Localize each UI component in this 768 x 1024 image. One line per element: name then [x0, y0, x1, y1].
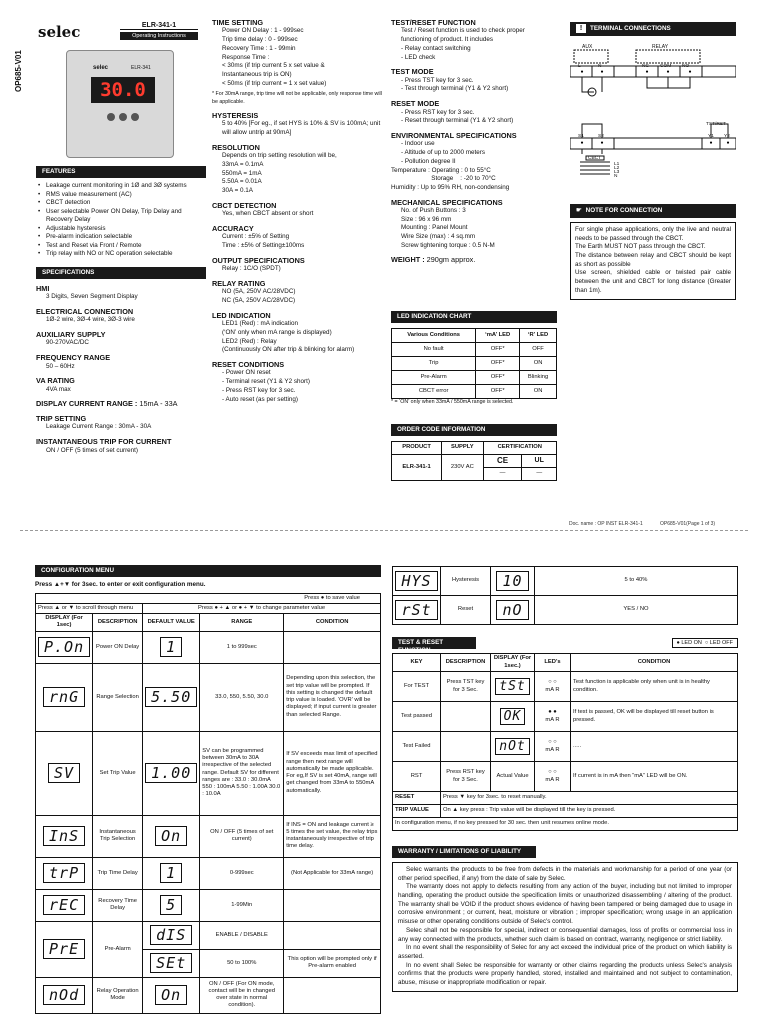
- warranty-para: In no event shall Selec be responsible for warranty or other claims regarding the products unless Selec's analysis confirms that the products were properly handled, stored, installed and maintained and not subject to contamination, abuse, misuse or inappropriate modification or repair.: [398, 961, 732, 986]
- mech-heading: MECHANICAL SPECIFICATIONS: [391, 197, 503, 207]
- tr-line: functioning of product. It includes: [401, 36, 494, 44]
- rm-line: - Press RST key for 3 sec.: [401, 108, 475, 116]
- feature-item: • RMS value measurement (AC): [36, 191, 206, 200]
- time-line: Response Time :: [222, 53, 270, 61]
- led-line: (Continuously ON after trip & blinking for alarm): [222, 346, 355, 354]
- header-model: ELR-341-1: [120, 22, 198, 30]
- table-row: Trip OFF* ON: [392, 357, 557, 371]
- va-heading: VA RATING: [36, 376, 75, 386]
- features-title: FEATURES: [36, 166, 206, 178]
- terminal-l: L: [578, 64, 581, 69]
- table-row: trP Trip Time Delay 1 0-999sec (Not Applicable for 33mA range): [36, 857, 381, 889]
- table-row: TRIP VALUE On ▲ key press : Trip value will be displayed till the key is pressed.: [393, 805, 738, 818]
- aux-heading: AUXILIARY SUPPLY: [36, 329, 106, 339]
- res-line: 5.50A = 0.01A: [222, 178, 262, 186]
- svg-text:●: ●: [600, 69, 604, 75]
- table-row: RESET Press ▼ key for 3sec. to reset manually.: [393, 792, 738, 805]
- mech-line: Size : 96 x 96 mm: [401, 215, 452, 223]
- doc-page: OP685-V01(Page 1 of 3): [660, 521, 716, 527]
- table-row: Test passed OK ● ● mA R If test is passed, OK will be displayed till reset button is pressed.: [393, 702, 738, 732]
- aux-label: AUX: [582, 44, 593, 50]
- device-button-3[interactable]: [131, 113, 139, 121]
- elec-value: 1Ø-2 wire, 3Ø-4 wire, 3Ø-3 wire: [46, 316, 135, 324]
- svg-text:●: ●: [688, 69, 692, 75]
- order-header: SUPPLY: [442, 442, 483, 455]
- feature-item: • CBCT detection: [36, 199, 206, 208]
- warranty-para: The warranty does not apply to defects resulting from any action of the buyer, including but not limited to improper handling, operating the product outside the specification limits or unauthorized disassembling / altering of the product. The warranty shall be VOID if the product shows evidence of having been tampered or being damaged due to usage in corrosive environment ; or current, heat, moisture or vibration ; improper specification; wrong usage in an application misuse or other operating conditions outside of Selec's control.: [398, 883, 732, 926]
- led-chart-header: Various Conditions: [392, 329, 476, 343]
- out-value: Relay : 1C/O (SPDT): [222, 265, 281, 273]
- terminal-n: N: [598, 64, 602, 69]
- config-enter: Press ▲+▼ for 3sec. to enter or exit configuration menu.: [35, 581, 206, 588]
- table-row: nOd Relay Operation Mode On ON / OFF (For ON mode, contact will be in changed over state in normal condition).: [36, 977, 381, 1013]
- led-chart-header: ‘R’ LED: [520, 329, 557, 343]
- terminal-diagram: [570, 40, 736, 175]
- mech-line: Screw tightening torque : 0.5 N-M: [401, 241, 495, 249]
- table-row: rSt Reset nO YES / NO: [393, 596, 738, 625]
- order-supply: 230V AC: [442, 455, 483, 481]
- test-header: CONDITION: [571, 654, 738, 672]
- note-conn-title: ☛ NOTE FOR CONNECTION: [570, 204, 736, 218]
- env-line: - Pollution degree II: [401, 157, 456, 165]
- tm-line: - Test through terminal (Y1 & Y2 short): [401, 85, 509, 93]
- led-chart-table: [391, 328, 557, 399]
- warranty-para: Selec warrants the products to be free from defects in the materials and workmanship for a period of one year (or other period specified, if any) from the date of sale by Selec.: [398, 866, 732, 882]
- header-brand: selec: [38, 23, 81, 41]
- res-line: Depends on trip setting resolution will be,: [222, 152, 337, 160]
- table-row: In configuration menu, if no key pressed for 30 sec. then unit resumes online mode.: [393, 818, 738, 831]
- led-off-icon: ○: [704, 640, 709, 646]
- time-line: Instantaneous trip is ON): [222, 70, 292, 78]
- terminal-no: NO: [682, 64, 690, 69]
- rc-heading: RESET CONDITIONS: [212, 359, 285, 369]
- svg-text:●: ●: [600, 140, 604, 146]
- feature-item: • Pre-alarm indication selectable: [36, 233, 206, 242]
- tr-line: - Relay contact switching: [401, 44, 471, 52]
- terminal-nl: N: [614, 174, 618, 179]
- led-chart-title: LED INDICATION CHART: [391, 311, 557, 323]
- led-on-icon: ●: [676, 640, 680, 646]
- led-state: ○ ○ mA R: [535, 672, 571, 702]
- rc-line: - Auto reset (as per setting): [222, 395, 298, 403]
- terminal-com: COM: [660, 64, 672, 69]
- terminal-l2: L2: [614, 166, 620, 171]
- test-header: KEY: [393, 654, 441, 672]
- table-row: SEt 50 to 100% This option will be prompted only if Pre-alarm enabled: [36, 949, 381, 977]
- svg-text:●: ●: [709, 140, 713, 146]
- led-heading: LED INDICATION: [212, 310, 271, 320]
- time-line: Recovery Time : 1 - 99min: [222, 44, 296, 52]
- relay-label: RELAY: [652, 44, 669, 50]
- trip-value: Leakage Current Range : 30mA - 30A: [46, 423, 152, 431]
- svg-text:●: ●: [645, 69, 649, 75]
- led-state: ● ● mA R: [535, 702, 571, 732]
- table-row: SV Set Trip Value 1.00 SV can be programmed between 30mA to 30A irrespective of the selected range. Default SV for different ranges are : 33.0 : 30.0mA 550 : 100mA 5.50 : 1.00A 30.0 : 10.0A If SV exceeds max limit of specified range then next range will automatically be made applicable. For eg,If SV is set 40mA, range will get changed from 33mA to 550mA automatically.: [36, 731, 381, 815]
- led-state: ○ ○ mA R: [535, 762, 571, 792]
- table-row: CBCT error OFF* ON: [392, 385, 557, 399]
- cbct-label: CBCT: [588, 156, 602, 161]
- cbct-value: Yes, when CBCT absent or short: [222, 210, 314, 218]
- elec-heading: ELECTRICAL CONNECTION: [36, 306, 134, 316]
- freq-heading: FREQUENCY RANGE: [36, 353, 111, 363]
- env-line: - Altitude of up to 2000 meters: [401, 149, 486, 157]
- time-line: Trip time delay : 0 - 999sec: [222, 36, 298, 44]
- terminal-tst: TST/RST: [706, 122, 726, 127]
- header-subtitle: Operating Instructions: [120, 32, 198, 40]
- rr-line: NC (5A, 250V AC/28VDC): [222, 297, 296, 305]
- led-legend: ● LED ON ○ LED OFF: [672, 638, 739, 648]
- freq-value: 50 – 60Hz: [46, 362, 75, 370]
- test-table: [392, 653, 738, 831]
- acc-line: Time : ±5% of Setting±100ms: [222, 242, 305, 250]
- table-row: Pre-Alarm OFF* Blinking: [392, 371, 557, 385]
- table-row: For TEST Press TST key for 3 Sec. tSt ○ ○ mA R Test function is applicable only when unit is in healthy condition.: [393, 672, 738, 702]
- time-heading: TIME SETTING: [212, 18, 264, 27]
- va-value: 4VA max: [46, 385, 71, 393]
- rc-line: - Press RST key for 3 sec.: [222, 386, 296, 394]
- time-line: < 30ms (if trip current 5 x set value &: [222, 62, 325, 70]
- feature-item: • Adjustable hysteresis: [36, 225, 206, 234]
- table-row: No fault OFF* OFF: [392, 343, 557, 357]
- tr-heading: TEST/RESET FUNCTION: [391, 18, 476, 27]
- led-state: ○ ○ mA R: [535, 732, 571, 762]
- rm-heading: RESET MODE: [391, 99, 440, 109]
- order-header: CERTIFICATION: [483, 442, 556, 455]
- mech-line: Mounting : Panel Mount: [401, 224, 468, 232]
- device-image: [66, 50, 174, 158]
- led-chart-header: ‘mA’ LED: [476, 329, 520, 343]
- inst-value: ON / OFF (5 times of set current): [46, 446, 139, 454]
- table-row: PrE Pre-Alarm dIS ENABLE / DISABLE: [36, 921, 381, 949]
- table-row: P.On Power ON Delay 1 1 to 999sec: [36, 631, 381, 663]
- config-header: CONDITION: [284, 614, 381, 631]
- doc-name: Doc. name : OP INST ELR-341-1: [569, 521, 643, 527]
- doc-side-code: OP685-V01: [14, 50, 23, 92]
- res-heading: RESOLUTION: [212, 142, 260, 152]
- terminal-y1: Y1: [708, 134, 714, 139]
- page-divider: [20, 530, 748, 531]
- acc-line: Current : ±5% of Setting: [222, 233, 290, 241]
- order-table: [391, 441, 557, 481]
- display-range: DISPLAY CURRENT RANGE : 15mA - 33A: [36, 399, 178, 409]
- device-display: 30.0: [91, 77, 155, 103]
- hys-value: 5 to 40% [For eg., if set HYS is 10% & SV is 100mA; unit will allow untrip at 90mA]: [222, 120, 381, 137]
- svg-text:●: ●: [580, 140, 584, 146]
- hys-table: [392, 566, 738, 625]
- aux-value: 90-270VAC/DC: [46, 339, 89, 347]
- table-row: HYS Hysteresis 10 5 to 40%: [393, 567, 738, 596]
- warranty-para: Selec shall not be responsible for special, indirect or consequential damages, loss of profits or commercial loss in any way connected with the products, whether such claim is based on contract, warranty, negligence or strict liability.: [398, 926, 732, 943]
- note-conn-line: The distance between relay and CBCT should be kept as short as possible: [575, 252, 731, 268]
- res-line: 30A = 0.1A: [222, 186, 253, 194]
- order-product: ELR-341-1: [392, 455, 442, 481]
- terminal-l1: L1: [614, 162, 620, 167]
- config-header: RANGE: [200, 614, 284, 631]
- config-save: Press ● to save value: [36, 593, 381, 603]
- note-conn-line: Use screen, shielded cable or twisted pair cable between the unit and CBCT for long distance (Greater than 1m).: [575, 269, 731, 294]
- time-note: * For 30mA range, trip time will not be applicable, only response time will be applicable.: [212, 91, 382, 105]
- svg-text:●: ●: [666, 69, 670, 75]
- mech-line: Wire Size (max) : 4 sq.mm: [401, 233, 476, 241]
- table-row: RST Press RST key for 3 Sec. Actual Value ○ ○ mA R If current is in mA then “mA” LED will be ON.: [393, 762, 738, 792]
- config-header: DISPLAY (For 1sec): [36, 614, 93, 631]
- terminal-y2: Y2: [724, 134, 730, 139]
- warranty-box: [392, 862, 738, 992]
- table-row: Test Failed nOt ○ ○ mA R .....: [393, 732, 738, 762]
- hmi-value: 3 Digits, Seven Segment Display: [46, 292, 138, 300]
- config-table: [35, 593, 381, 1014]
- order-title: ORDER CODE INFORMATION: [391, 424, 557, 436]
- feature-item: • Trip relay with NO or NC operation selectable: [36, 250, 206, 259]
- rc-line: - Power ON reset: [222, 369, 271, 377]
- device-button-2[interactable]: [119, 113, 127, 121]
- rc-line: - Terminal reset (Y1 & Y2 short): [222, 378, 310, 386]
- order-header: PRODUCT: [392, 442, 442, 455]
- mech-line: No. of Push Buttons : 3: [401, 207, 466, 215]
- hand-pointer-icon: ☛: [576, 207, 582, 214]
- led-line: (‘ON’ only when mA range is displayed): [222, 328, 332, 336]
- test-header: LED's: [535, 654, 571, 672]
- trip-heading: TRIP SETTING: [36, 413, 87, 423]
- env-line: Temperature : Operating : 0 to 55°C: [391, 166, 491, 174]
- config-title: CONFIGURATION MENU: [35, 565, 381, 577]
- test-header: DISPLAY (For 1sec.): [491, 654, 535, 672]
- tm-heading: TEST MODE: [391, 67, 434, 77]
- table-row: InS Instantaneous Trip Selection On ON / OFF (5 times of set current) If INS = ON and leakage current ≥ 5 times the set value, the relay trips instantaneously irrespective of trip time delay.: [36, 815, 381, 857]
- tr-line: Test / Reset function is used to check proper: [401, 27, 525, 35]
- cbct-heading: CBCT DETECTION: [212, 200, 277, 210]
- acc-heading: ACCURACY: [212, 223, 254, 233]
- config-change: Press ● + ▲ or ● + ▼ to change parameter value: [143, 603, 381, 613]
- config-header: DEFAULT VALUE: [143, 614, 200, 631]
- config-header: DESCRIPTION: [93, 614, 143, 631]
- rm-line: - Reset through terminal (Y1 & Y2 short): [401, 117, 514, 125]
- rr-line: NO (5A, 250V AC/28VDC): [222, 288, 296, 296]
- terminal-s2: S2: [598, 134, 604, 139]
- res-line: 33mA = 0.1mA: [222, 160, 264, 168]
- feature-item: • Test and Reset via Front / Remote: [36, 242, 206, 251]
- time-line: < 50ms (if trip current = 1 x set value): [222, 79, 327, 87]
- device-model: ELR-341: [131, 65, 151, 71]
- out-heading: OUTPUT SPECIFICATIONS: [212, 255, 305, 265]
- hmi-heading: HMI: [36, 283, 50, 293]
- specs-title: SPECIFICATIONS: [36, 267, 206, 279]
- note-conn-line: The Earth MUST NOT pass through the CBCT.: [575, 243, 706, 251]
- terminal-nc: NC: [642, 64, 649, 69]
- ul-mark: UL: [522, 455, 557, 468]
- device-brand: selec: [93, 65, 109, 71]
- env-line: - Indoor use: [401, 140, 435, 148]
- feature-item: • User selectable Power ON Delay, Trip Delay and Recovery Delay: [36, 208, 206, 225]
- led-chart-note: * = ‘ON’ only when 33mA / 550mA range is selected.: [391, 399, 514, 405]
- table-row: rEC Recovery Time Delay 5 1-99Min: [36, 889, 381, 921]
- order-dash: —: [522, 468, 557, 481]
- tm-line: - Press TST key for 3 sec.: [401, 76, 474, 84]
- note-conn-box: [570, 222, 736, 300]
- terminal-s1: S1: [578, 134, 584, 139]
- weight: WEIGHT : 290gm approx.: [391, 255, 476, 265]
- led-line: LED1 (Red) : mA indication: [222, 320, 298, 328]
- features-list: [36, 182, 206, 259]
- env-heading: ENVIRONMENTAL SPECIFICATIONS: [391, 130, 517, 140]
- tr-line: - LED check: [401, 53, 436, 61]
- ce-mark: CE: [483, 455, 522, 468]
- svg-text:●: ●: [580, 69, 584, 75]
- warranty-para: In no event shall the responsibility of Selec for any act exceed the individual price of the product on which liability is asserted.: [398, 944, 732, 960]
- device-button-1[interactable]: [107, 113, 115, 121]
- config-scroll: Press ▲ or ▼ to scroll through menu: [36, 603, 143, 613]
- table-row: rnG Range Selection 5.50 33.0, 550, 5.50, 30.0 Depending upon this selection, the set trip value will be prompted. If this setting is changed the default trip value is loaded. ‘OVR’ will be displayed; if input current is greater than selected Range.: [36, 663, 381, 731]
- test-title: TEST & RESET FUNCTION: [392, 637, 476, 649]
- order-dash: —: [483, 468, 522, 481]
- hys-heading: HYSTERESIS: [212, 110, 259, 120]
- rr-heading: RELAY RATING: [212, 278, 266, 288]
- env-line: Storage : -20 to 70°C: [391, 175, 496, 183]
- warranty-title: WARRANTY / LIMITATIONS OF LIABILITY: [392, 846, 536, 858]
- terminal-l3: L3: [614, 170, 620, 175]
- time-line: Power ON Delay : 1 - 999sec: [222, 27, 304, 35]
- inst-heading: INSTANTANEOUS TRIP FOR CURRENT: [36, 437, 172, 447]
- feature-item: • Leakage current monitoring in 1Ø and 3Ø systems: [36, 182, 206, 191]
- led-line: LED2 (Red) : Relay: [222, 337, 277, 345]
- terminal-title: ! TERMINAL CONNECTIONS: [570, 22, 736, 36]
- svg-text:●: ●: [726, 140, 730, 146]
- warning-icon: !: [576, 24, 586, 33]
- test-header: DESCRIPTION: [441, 654, 491, 672]
- res-line: 550mA = 1mA: [222, 169, 262, 177]
- env-line: Humidity : Up to 95% RH, non-condensing: [391, 183, 510, 191]
- note-conn-line: For single phase applications, only the live and neutral needs to be passed through the CBCT.: [575, 226, 731, 242]
